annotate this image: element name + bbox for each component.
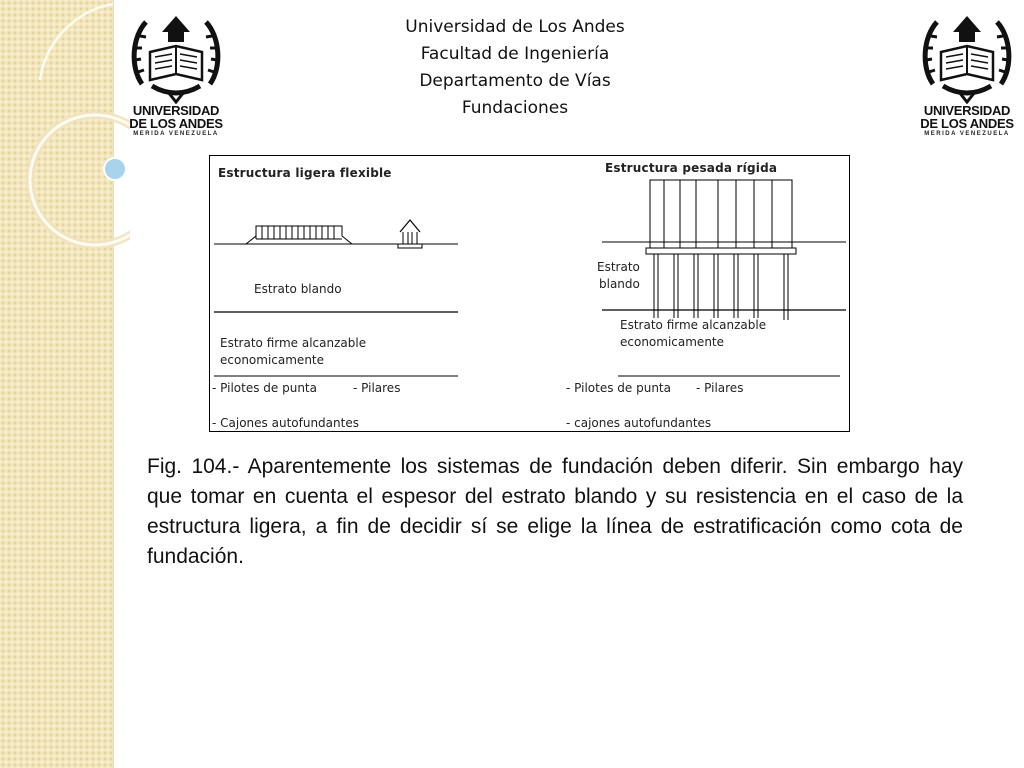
heavy-soft-layer-label-1: Estrato (597, 260, 640, 274)
logo-subtitle: MERIDA VENEZUELA (133, 131, 219, 137)
logo-subtitle: MERIDA VENEZUELA (924, 131, 1010, 137)
heavy-firm-layer-label-1: Estrato firme alcanzable (620, 318, 767, 332)
university-name: Universidad de Los Andes (405, 17, 625, 37)
heavy-structure-title: Estructura pesada rígida (605, 161, 778, 175)
logo-name-line2: DE LOS ANDES (129, 116, 223, 131)
light-option-cajones: - Cajones autofundantes (212, 416, 359, 430)
logo-name-line2: DE LOS ANDES (920, 116, 1014, 131)
light-option-pilares: - Pilares (353, 381, 401, 395)
heavy-soft-layer-label-2: blando (599, 277, 640, 291)
university-logo-right (919, 12, 1015, 152)
foundation-diagram (209, 155, 850, 432)
department-name: Departamento de Vías (419, 71, 611, 91)
light-option-pilotes: - Pilotes de punta (212, 381, 317, 395)
faculty-name: Facultad de Ingeniería (420, 44, 610, 64)
light-firm-layer-label-2: economicamente (220, 353, 325, 367)
course-name: Fundaciones (461, 98, 569, 118)
heavy-option-pilotes: - Pilotes de punta (566, 381, 671, 395)
light-structure-title: Estructura ligera flexible (218, 166, 392, 180)
heavy-option-cajones: - cajones autofundantes (566, 416, 712, 430)
university-seal-icon (919, 12, 1015, 104)
heavy-option-pilares: - Pilares (696, 381, 744, 395)
university-logo-left (128, 12, 224, 152)
light-soft-layer-label: Estrato blando (254, 282, 342, 296)
university-seal-icon (128, 12, 224, 104)
blue-dot-icon (104, 158, 126, 180)
logo-name-line1: UNIVERSIDAD (923, 103, 1011, 118)
logo-name-line1: UNIVERSIDAD (132, 103, 220, 118)
figure-caption: Fig. 104.- Aparentemente los sistemas de fundación deben diferir. Sin embargo hay que tomar en cuenta el espesor del estrato blando y su resistencia en el caso de la estructura ligera, a fin de decidir sí se elige la línea de estratificación como cota de fundación. (147, 455, 963, 568)
heavy-firm-layer-label-2: economicamente (620, 335, 725, 349)
header-block (330, 14, 700, 122)
decorative-circles (0, 0, 130, 300)
light-firm-layer-label-1: Estrato firme alcanzable (220, 336, 367, 350)
